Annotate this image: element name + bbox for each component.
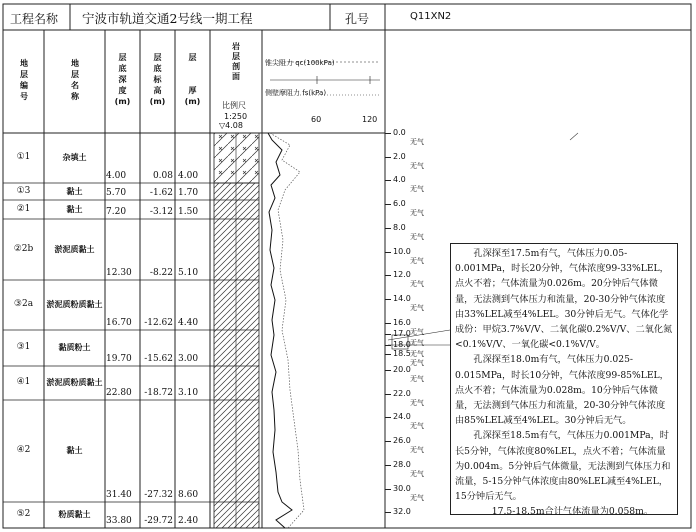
layer-name: 粉质黏土 xyxy=(58,509,91,519)
layer-depth: 33.80 xyxy=(106,516,132,526)
col-bottom-depth: 层 底 深 度 (m) xyxy=(114,53,131,106)
layer-thick: 4.00 xyxy=(178,171,199,181)
depth-tick-label: 17.0 xyxy=(393,329,411,339)
layer-no: ③1 xyxy=(16,342,31,352)
layer-depth: 16.70 xyxy=(106,318,132,328)
gas-status-label: 无气 xyxy=(410,493,424,502)
layer-depth: 22.80 xyxy=(106,388,132,398)
scale-value: 1:250 xyxy=(224,112,248,121)
gas-status-label: 无气 xyxy=(410,138,424,146)
col-section-title: 岩层剖面 xyxy=(232,42,240,81)
depth-tick-label: 8.0 xyxy=(393,222,406,232)
gas-note-paragraph: 孔深探至17.5m有气，气体压力0.05-0.001MPa，时长20分钟，气体浓度99-33%LEL，点火不着；气体流量为0.026m。20分钟后气体微量，无法测到气体压力和流量，20-30分钟气体浓度由33%LEL减至4%LEL。30分钟后无气。气体化学成份：甲烷3.7%V/V、二氧化碳0.2%V/V、二氧化氮<0.1%V/V、一氧化碳<0.1%V/V。 xyxy=(455,248,673,351)
layer-elev: -15.62 xyxy=(144,354,173,364)
gas-status-label: 无气 xyxy=(410,185,424,194)
col-bottom-elev: 层 底 标 高 (m) xyxy=(149,53,166,106)
layer-depth: 7.20 xyxy=(106,207,127,217)
project-label: 工程名称 xyxy=(10,12,59,26)
gas-status-label: 无气 xyxy=(410,350,424,359)
layer-depth: 31.40 xyxy=(106,490,132,500)
layer-depth: 5.70 xyxy=(106,188,127,198)
layer-no: ②1 xyxy=(16,203,31,214)
depth-tick-label: 18.0 xyxy=(393,340,411,350)
gas-note xyxy=(450,243,678,518)
gas-note-paragraph: 孔深探至18.0m有气，气体压力0.025-0.015MPa，时长10分钟，气体浓度99-85%LEL，点火不着；气体流量为0.028m。10分钟后气体微量，无法测到气体压力和流量，20-30分钟气体浓度由85%LEL减至4%LEL。30分钟后无气。 xyxy=(455,354,669,427)
cone-resistance-label: 锥尖阻力 qc(100kPa) xyxy=(265,59,335,67)
gas-status-label: 无气 xyxy=(410,398,424,407)
depth-tick-label: 16.0 xyxy=(393,317,411,327)
layer-no: ④1 xyxy=(16,377,31,387)
gas-status-label: 无气 xyxy=(410,232,424,241)
layer-depth: 4.00 xyxy=(106,171,127,181)
depth-tick-label: 4.0 xyxy=(393,175,406,185)
depth-tick xyxy=(385,370,391,371)
depth-tick-label: 32.0 xyxy=(393,507,411,517)
depth-tick-label: 12.0 xyxy=(393,270,411,280)
depth-tick-label: 14.0 xyxy=(393,293,411,303)
layer-no: ②2b xyxy=(13,243,34,254)
depth-tick xyxy=(385,204,391,205)
hole-label: 孔号 xyxy=(345,12,370,26)
layer-name: 黏质粉土 xyxy=(58,342,91,352)
depth-tick xyxy=(385,180,391,181)
depth-tick-label: 30.0 xyxy=(393,483,411,493)
depth-tick-label: 6.0 xyxy=(393,199,406,209)
gas-status-label: 无气 xyxy=(410,469,424,478)
depth-tick xyxy=(385,275,391,276)
gas-status-label: 无气 xyxy=(410,446,424,455)
layer-name: 黏土 xyxy=(66,445,83,455)
depth-tick xyxy=(385,157,391,158)
depth-tick xyxy=(385,252,391,253)
sleeve-friction-label: 侧壁摩阻力 fs(kPa) xyxy=(265,89,327,97)
layer-elev: -3.12 xyxy=(149,207,173,217)
col-layer-no: 地层编号 xyxy=(20,59,28,101)
layer-thick: 2.40 xyxy=(178,516,199,526)
depth-tick-label: 2.0 xyxy=(393,151,406,161)
depth-tick xyxy=(385,489,391,490)
depth-tick-label: 10.0 xyxy=(393,246,411,256)
gas-note-total: 17.5-18.5m合计气体流量为0.058m。 xyxy=(491,506,654,518)
layer-name: 淤泥质粉质黏土 xyxy=(46,299,103,309)
depth-tick xyxy=(385,417,391,418)
depth-tick xyxy=(385,228,391,229)
gas-note-paragraph: 孔深探至18.5m有气，气体压力0.001MPa，时长5分钟，气体浓度80%LEL，点火不着；气体流量为0.004m。5分钟后气体微量，无法测到气体压力和流量，5-15分钟气体浓度由80%LEL减至4%LEL，15分钟后无气。 xyxy=(455,430,671,503)
gas-status-label: 无气 xyxy=(410,303,424,312)
layer-no: ⑤2 xyxy=(16,509,31,519)
depth-tick xyxy=(385,354,391,355)
layer-no: ③2a xyxy=(13,299,34,309)
gas-status-label: 无气 xyxy=(410,375,424,383)
depth-tick xyxy=(385,465,391,466)
gas-status-label: 无气 xyxy=(410,359,424,368)
project-name: 宁波市轨道交通2号线一期工程 xyxy=(82,11,253,26)
depth-tick-label: 24.0 xyxy=(393,412,411,422)
layer-depth: 12.30 xyxy=(106,268,132,278)
gas-status-label: 无气 xyxy=(410,209,424,218)
layer-thick: 5.10 xyxy=(178,268,199,278)
axis-tick-60: 60 xyxy=(311,115,322,124)
depth-tick-label: 26.0 xyxy=(393,436,411,446)
layer-elev: -29.72 xyxy=(144,516,173,526)
layer-no: ①3 xyxy=(16,185,31,196)
depth-tick xyxy=(385,334,391,335)
depth-tick-label: 20.0 xyxy=(393,365,411,374)
layer-no: ④2 xyxy=(16,445,31,455)
depth-tick xyxy=(385,394,391,395)
layer-thick: 3.00 xyxy=(178,354,199,364)
gas-status-label: 无气 xyxy=(410,256,424,265)
layer-name: 黏土 xyxy=(66,203,83,214)
layer-depth: 19.70 xyxy=(106,354,132,364)
layer-elev: 0.08 xyxy=(152,171,173,181)
axis-tick-120: 120 xyxy=(362,115,378,124)
layer-no: ①1 xyxy=(16,152,31,162)
layer-elev: -1.62 xyxy=(149,188,173,198)
depth-tick-label: 22.0 xyxy=(393,388,411,398)
layer-elev: -27.32 xyxy=(144,490,173,500)
water-level: ▽4.08 xyxy=(219,121,243,130)
layer-thick: 3.10 xyxy=(178,388,199,398)
scale-label: 比例尺 xyxy=(222,101,246,110)
depth-tick xyxy=(385,512,391,513)
gas-status-label: 无气 xyxy=(410,422,424,431)
layer-elev: -12.62 xyxy=(144,318,173,328)
depth-tick xyxy=(385,345,391,346)
layer-name: 黏土 xyxy=(66,185,83,196)
layer-thick: 8.60 xyxy=(178,490,199,500)
hole-id: Q11XN2 xyxy=(410,11,452,22)
layer-thick: 1.50 xyxy=(178,207,199,217)
layer-thick: 1.70 xyxy=(178,188,199,198)
layer-name: 淤泥质黏土 xyxy=(54,243,95,254)
depth-tick-label: 18.5 xyxy=(393,349,411,359)
layer-name: 杂填土 xyxy=(62,152,87,162)
gas-status-label: 无气 xyxy=(410,339,424,348)
depth-tick xyxy=(385,441,391,442)
depth-tick-label: 28.0 xyxy=(393,459,411,469)
col-layer-name: 地层名称 xyxy=(71,59,79,101)
layer-elev: -8.22 xyxy=(149,268,173,278)
depth-tick-label: 0.0 xyxy=(393,128,406,137)
layer-thick: 4.40 xyxy=(178,318,199,328)
depth-tick xyxy=(385,323,391,324)
depth-tick xyxy=(385,299,391,300)
gas-status-label: 无气 xyxy=(410,161,424,170)
gas-status-label: 无气 xyxy=(410,327,424,336)
gas-status-label: 无气 xyxy=(410,280,424,289)
depth-tick xyxy=(385,133,391,134)
col-thickness: 层 厚 (m) xyxy=(184,53,201,106)
layer-name: 淤泥质粉质黏土 xyxy=(46,377,103,387)
layer-elev: -18.72 xyxy=(144,388,173,398)
